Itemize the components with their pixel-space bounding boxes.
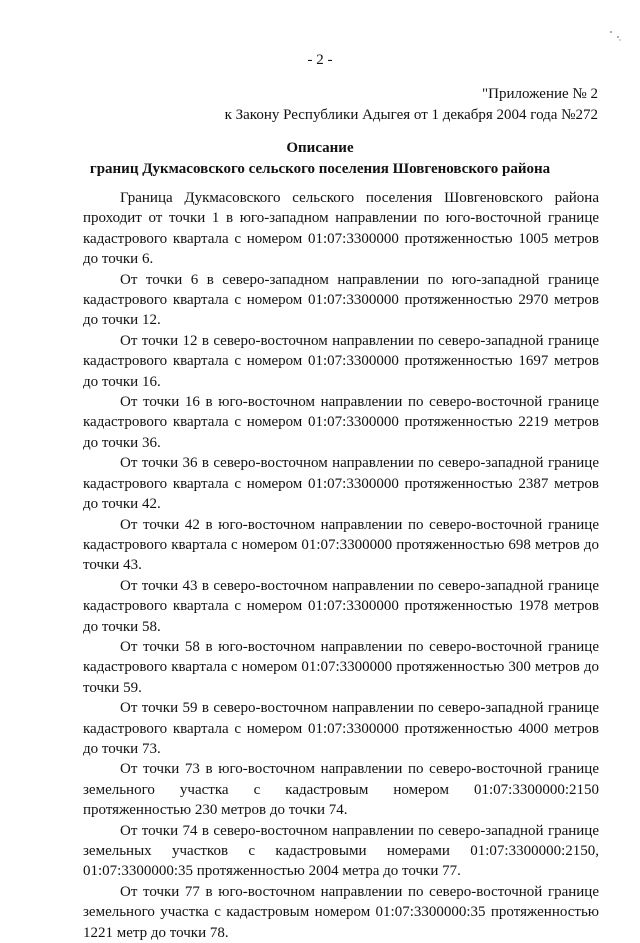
title-line-1: Описание <box>286 140 354 156</box>
paragraph: От точки 77 в юго-восточном направлении по северо-восточной границе земельного участка с кадастровым номером 01:07:3300000:35 протяженностью 1221 метр до точки 78. <box>83 883 599 941</box>
paragraph: Граница Дукмасовского сельского поселения Шовгеновского района проходит от точки 1 в юго-западном направлении по юго-восточной границе кадастрового квартала с номером 01:07:3300000 протяженностью 1005 метров до точки 6. <box>83 190 599 268</box>
appendix-header <box>225 84 598 126</box>
document-body <box>83 188 599 943</box>
page-number: - 2 - <box>307 52 333 68</box>
paragraph: От точки 42 в юго-восточном направлении по северо-восточной границе кадастрового квартала с номером 01:07:3300000 протяженностью 698 метров до точки 43. <box>83 516 599 574</box>
paragraph: От точки 43 в северо-восточном направлении по северо-западной границе кадастрового квартала с номером 01:07:3300000 протяженностью 1978 метров до точки 58. <box>83 577 599 635</box>
scan-artifact-icon <box>608 28 622 42</box>
paragraph: От точки 16 в юго-восточном направлении по северо-восточной границе кадастрового квартала с номером 01:07:3300000 протяженностью 2219 метров до точки 36. <box>83 394 599 451</box>
appendix-label: "Приложение № 2 <box>482 86 598 102</box>
appendix-law-reference: к Закону Республики Адыгея от 1 декабря 2004 года №272 <box>224 107 598 123</box>
paragraph: От точки 73 в юго-восточном направлении по северо-восточной границе земельного участка с кадастровым номером 01:07:3300000:2150 протяженностью 230 метров до точки 74. <box>83 761 599 819</box>
paragraph: От точки 12 в северо-восточном направлении по северо-западной границе кадастрового квартала с номером 01:07:3300000 протяженностью 1697 метров до точки 16. <box>83 332 599 390</box>
paragraph: От точки 74 в северо-восточном направлении по северо-западной границе земельных участков с кадастровыми номерами 01:07:3300000:2150, 01:07:3300000:35 протяженностью 2004 метра до точки 77. <box>83 822 599 880</box>
paragraph: От точки 58 в юго-восточном направлении по северо-восточной границе кадастрового квартала с номером 01:07:3300000 протяженностью 300 метров до точки 59. <box>83 638 599 696</box>
title-line-2: границ Дукмасовского сельского поселения Шовгеновского района <box>89 161 551 177</box>
document-title <box>0 138 640 180</box>
paragraph: От точки 59 в северо-восточном направлении по северо-западной границе кадастрового квартала с номером 01:07:3300000 протяженностью 4000 метров до точки 73. <box>83 700 599 757</box>
paragraph: От точки 6 в северо-западном направлении по юго-западной границе кадастрового квартала с номером 01:07:3300000 протяженностью 2970 метров до точки 12. <box>83 271 599 329</box>
paragraph: От точки 36 в северо-восточном направлении по северо-западной границе кадастрового квартала с номером 01:07:3300000 протяженностью 2387 метров до точки 42. <box>83 455 599 513</box>
